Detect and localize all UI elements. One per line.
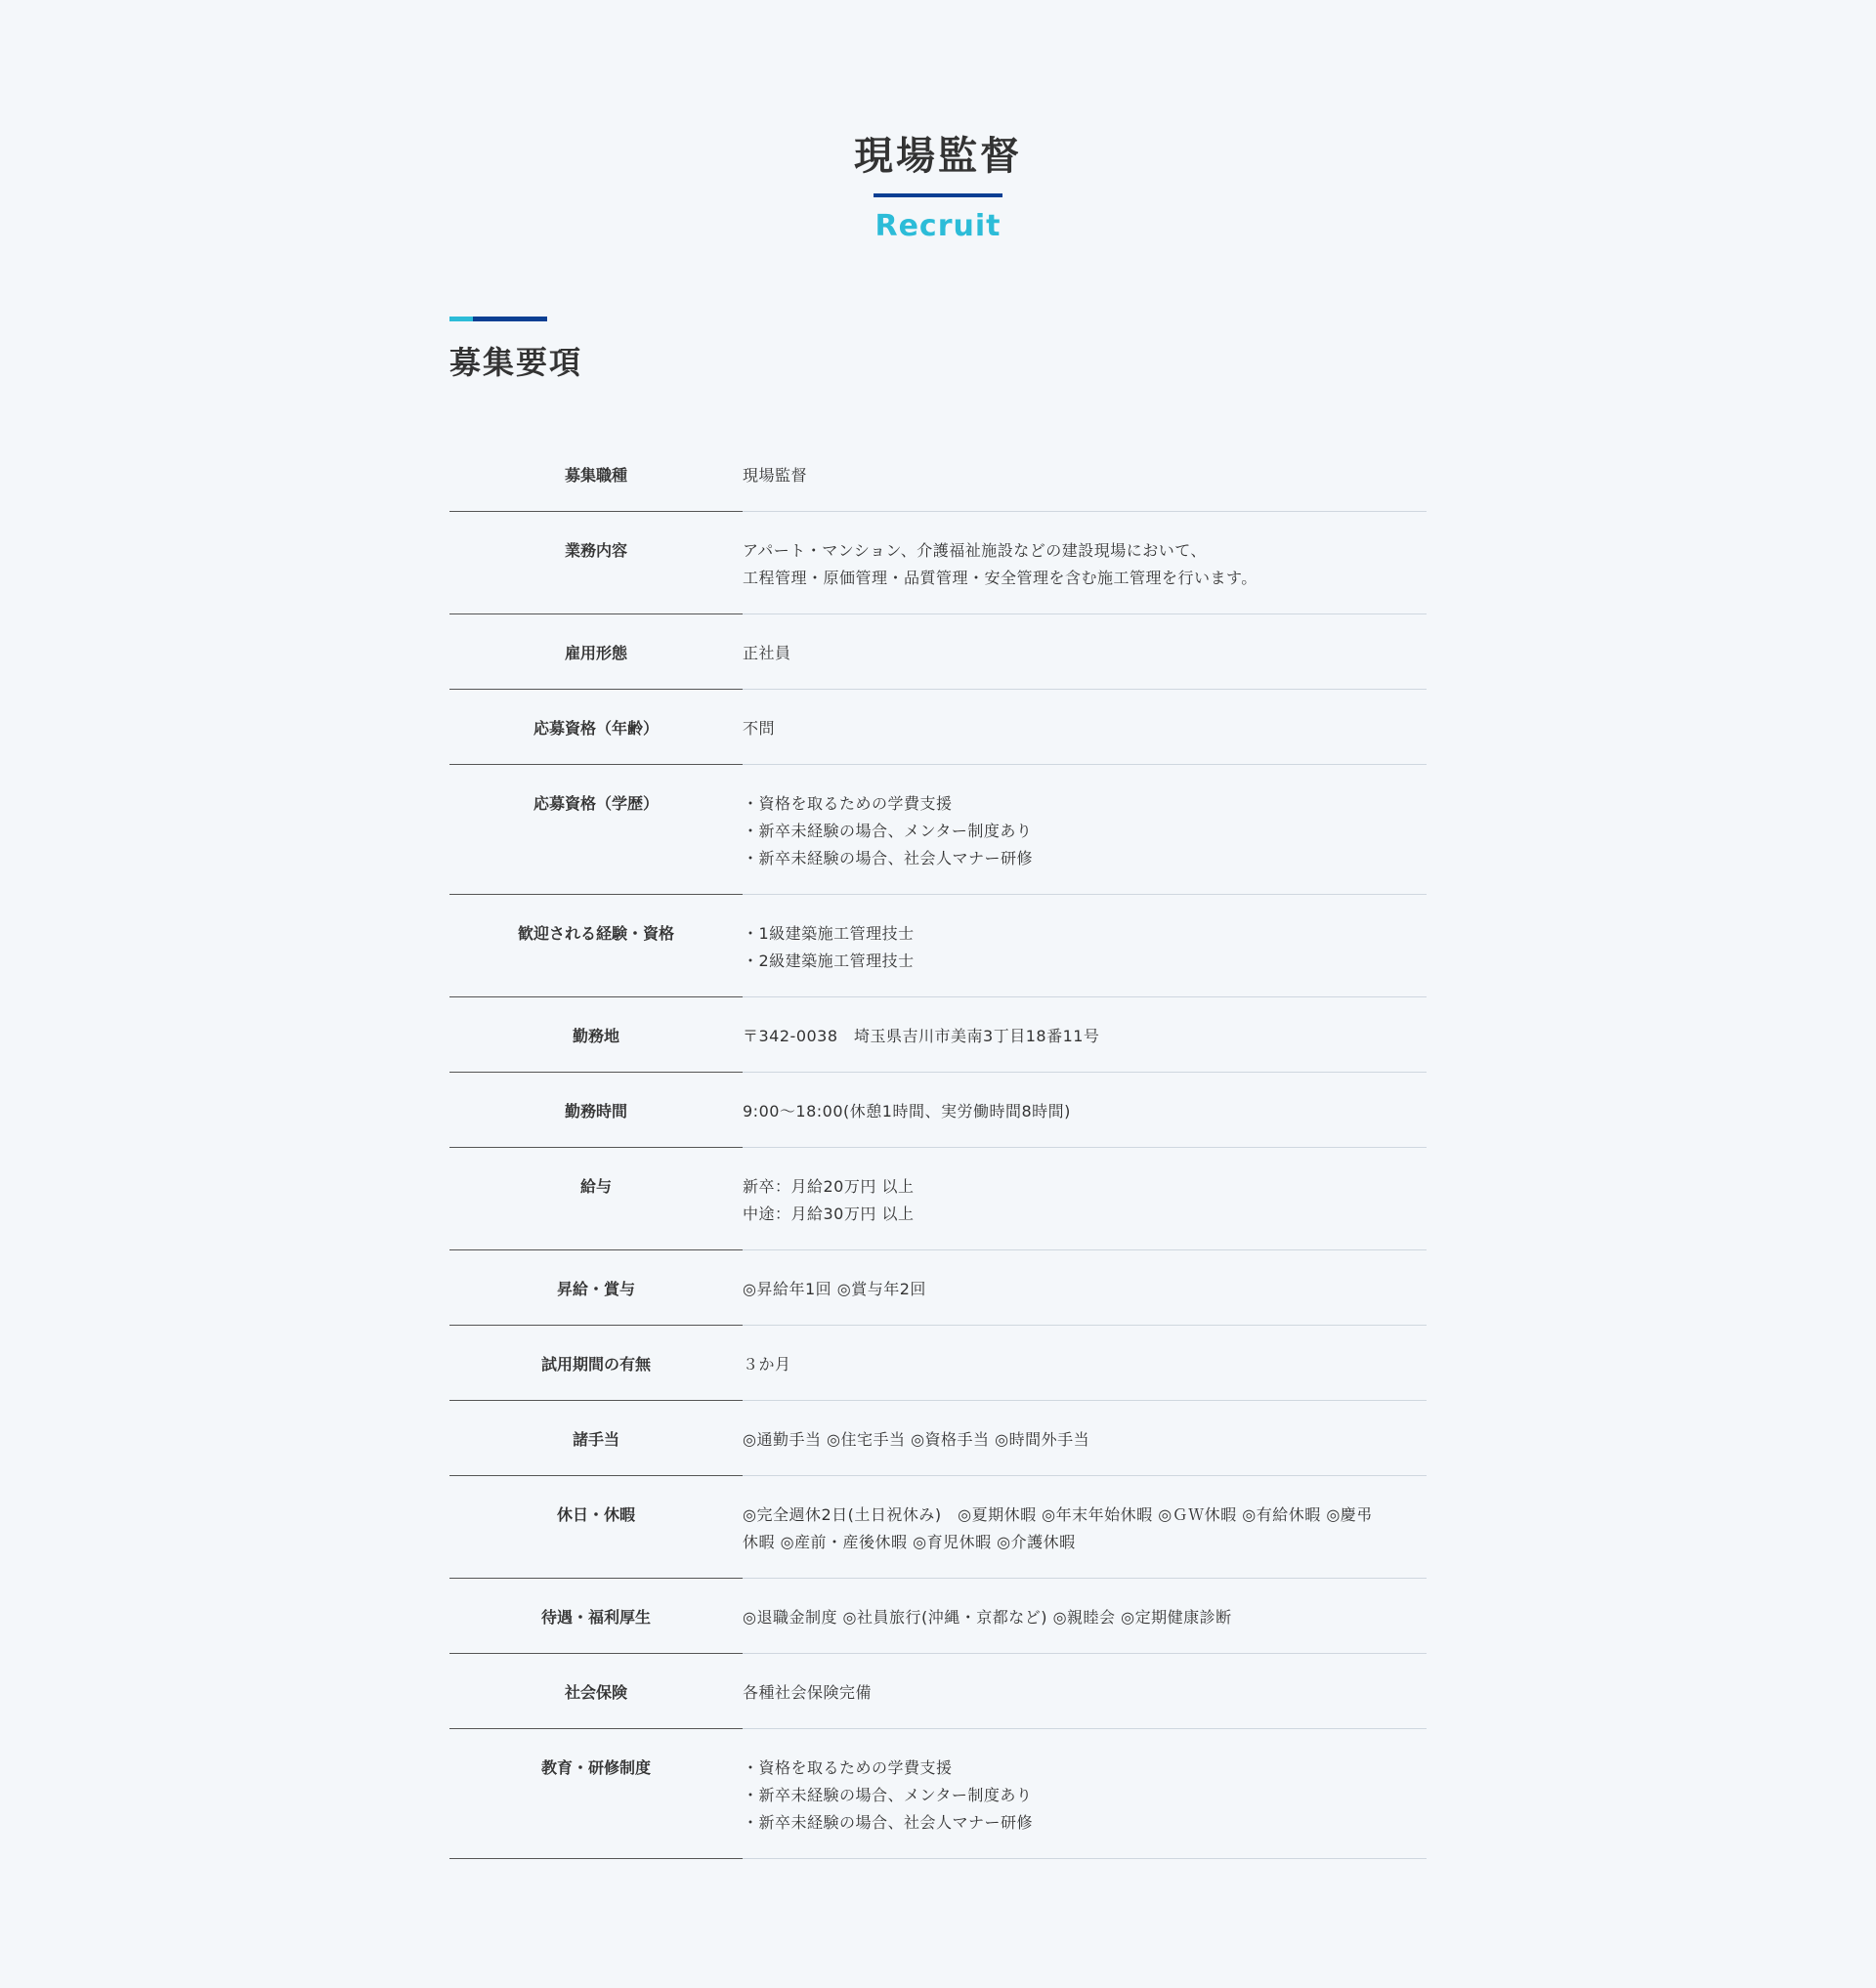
section-title: 募集要項 (449, 344, 583, 381)
row-label: 給与 (579, 1177, 612, 1196)
table-row (449, 437, 1427, 512)
table-row (449, 1401, 1427, 1476)
row-value-line: 正社員 (743, 644, 791, 662)
row-value-line: ・新卒未経験の場合、社会人マナー研修 (743, 849, 1034, 867)
section-accent-line (449, 317, 547, 321)
row-value (743, 1351, 1427, 1378)
row-value-line: 各種社会保険完備 (743, 1683, 873, 1702)
row-value-line: 9:00〜18:00(休憩1時間、実労働時間8時間) (743, 1102, 1071, 1121)
row-value-line: 新卒：月給20万円 以上 (743, 1177, 915, 1196)
row-label: 業務内容 (564, 541, 627, 560)
row-label: 試用期間の有無 (540, 1355, 651, 1374)
row-value-line: ◎退職金制度 ◎社員旅行(沖縄・京都など) ◎親睦会 ◎定期健康診断 (743, 1608, 1232, 1627)
row-value-line: ◎通勤手当 ◎住宅手当 ◎資格手当 ◎時間外手当 (743, 1430, 1090, 1449)
row-value-line: ・資格を取るための学費支援 (743, 1758, 953, 1777)
row-label: 諸手当 (572, 1430, 619, 1449)
row-value-line: 不問 (743, 719, 776, 738)
row-value-line: ・新卒未経験の場合、メンター制度あり (743, 1786, 1033, 1804)
row-value-line: ◎完全週休2日(土日祝休み) ◎夏期休暇 ◎年末年始休暇 ◎ＧＷ休暇 ◎有給休暇 ◎慶弔 (743, 1505, 1373, 1524)
row-value (743, 1604, 1427, 1631)
table-row (449, 895, 1427, 997)
title-underline (874, 193, 1002, 197)
table-row (449, 997, 1427, 1073)
row-value (743, 537, 1427, 592)
row-value (743, 1426, 1427, 1454)
table-row (449, 1579, 1427, 1654)
row-label: 待遇・福利厚生 (540, 1608, 651, 1627)
row-value (743, 920, 1427, 975)
row-value-line: 〒342-0038 埼玉県吉川市美南3丁目18番11号 (743, 1027, 1100, 1045)
table-row (449, 765, 1427, 895)
row-value (743, 1755, 1427, 1837)
row-value (743, 1098, 1427, 1125)
page-header (0, 125, 1876, 246)
row-label: 昇給・賞与 (556, 1280, 635, 1298)
row-value-line: ・資格を取るための学費支援 (743, 794, 953, 813)
row-value (743, 1679, 1427, 1707)
row-value (743, 1276, 1427, 1303)
page-subtitle: Recruit (874, 209, 1002, 243)
table-row (449, 1729, 1427, 1859)
row-label: 応募資格（学歴） (533, 794, 659, 813)
table-row (449, 1476, 1427, 1579)
table-row (449, 1148, 1427, 1250)
table-row (449, 690, 1427, 765)
row-value-line: ３か月 (743, 1355, 791, 1374)
row-value (743, 1173, 1427, 1228)
row-value (743, 715, 1427, 742)
row-label: 休日・休暇 (556, 1505, 635, 1524)
row-label: 教育・研修制度 (540, 1758, 651, 1777)
row-label: 勤務時間 (564, 1102, 627, 1121)
row-label: 募集職種 (564, 466, 627, 485)
row-label: 社会保険 (564, 1683, 627, 1702)
row-value-line: ◎昇給年1回 ◎賞与年2回 (743, 1280, 926, 1298)
table-row (449, 1654, 1427, 1729)
row-label: 歓迎される経験・資格 (517, 924, 674, 943)
row-value-line: 工程管理・原価管理・品質管理・安全管理を含む施工管理を行います。 (743, 569, 1258, 587)
table-row (449, 1250, 1427, 1326)
row-value (743, 790, 1427, 872)
row-value (743, 1502, 1427, 1556)
section-header (449, 317, 1427, 384)
row-label: 雇用形態 (564, 644, 627, 662)
table-row (449, 614, 1427, 690)
row-label: 応募資格（年齢） (533, 719, 659, 738)
row-value-line: アパート・マンション、介護福祉施設などの建設現場において、 (743, 541, 1207, 560)
row-value (743, 462, 1427, 489)
row-value-line: 現場監督 (743, 466, 808, 485)
row-value (743, 1023, 1427, 1050)
row-value (743, 640, 1427, 667)
row-value-line: ・新卒未経験の場合、社会人マナー研修 (743, 1813, 1034, 1832)
row-value-line: 休暇 ◎産前・産後休暇 ◎育児休暇 ◎介護休暇 (743, 1533, 1076, 1551)
row-value-line: ・1級建築施工管理技士 (743, 924, 915, 943)
row-value-line: 中途：月給30万円 以上 (743, 1205, 915, 1223)
row-value-line: ・新卒未経験の場合、メンター制度あり (743, 822, 1033, 840)
table-row (449, 1073, 1427, 1148)
table-row (449, 1326, 1427, 1401)
table-row (449, 512, 1427, 614)
requirements-table (449, 437, 1427, 1859)
page-title: 現場監督 (854, 134, 1022, 179)
row-label: 勤務地 (572, 1027, 619, 1045)
row-value-line: ・2級建築施工管理技士 (743, 952, 915, 970)
